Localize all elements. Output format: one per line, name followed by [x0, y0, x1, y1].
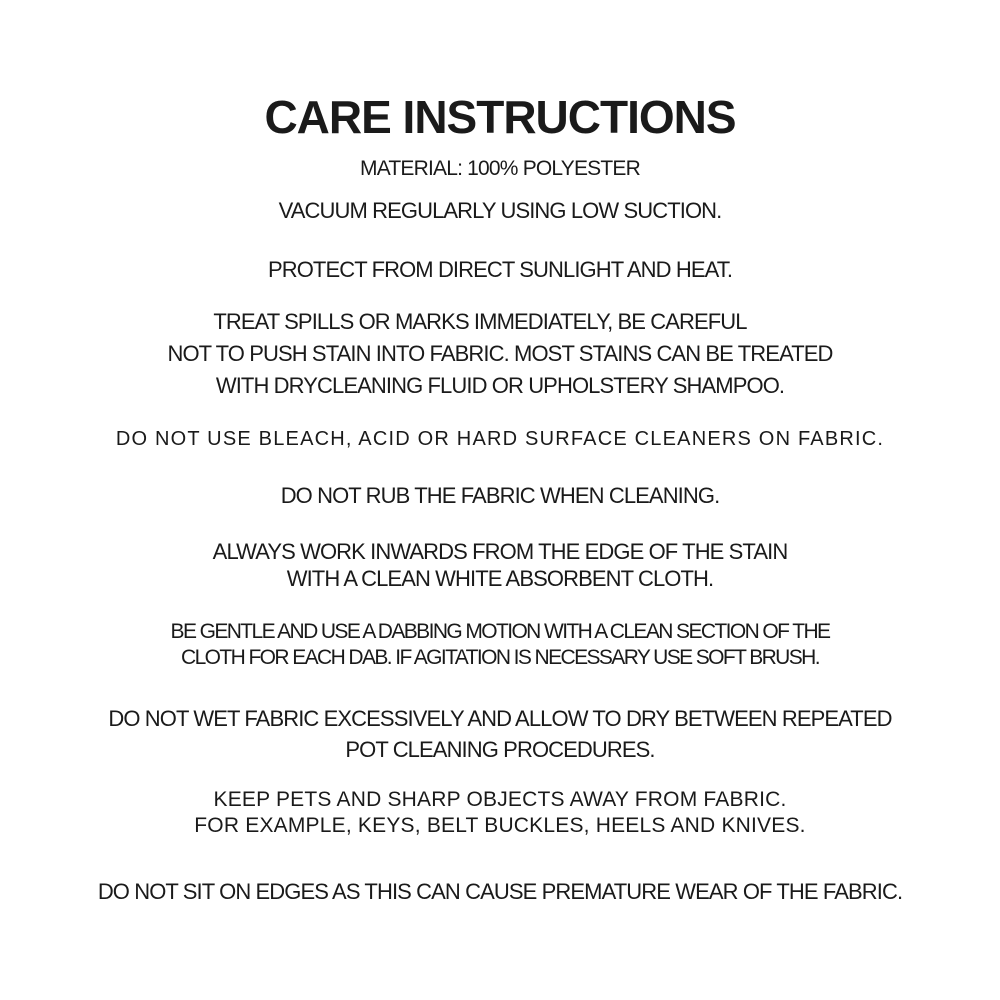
instruction-pets-line-1: KEEP PETS AND SHARP OBJECTS AWAY FROM FABRIC. — [213, 788, 787, 811]
instruction-treat-line-3: WITH DRYCLEANING FLUID OR UPHOLSTERY SHAMPOO. — [215, 373, 785, 398]
instruction-gentle-line-2: CLOTH FOR EACH DAB. IF AGITATION IS NECESSARY USE SOFT BRUSH. — [181, 646, 819, 669]
instruction-wet-line-2: POT CLEANING PROCEDURES. — [345, 737, 655, 762]
instruction-treat-line-1: TREAT SPILLS OR MARKS IMMEDIATELY, BE CAREFUL — [213, 309, 747, 334]
material-label: MATERIAL: 100% POLYESTER — [360, 157, 640, 180]
instruction-pets-line-2: FOR EXAMPLE, KEYS, BELT BUCKLES, HEELS AND KNIVES. — [194, 814, 806, 837]
page-title: CARE INSTRUCTIONS — [264, 91, 736, 143]
instruction-edges: DO NOT SIT ON EDGES AS THIS CAN CAUSE PREMATURE WEAR OF THE FABRIC. — [97, 879, 903, 904]
instruction-treat-line-2: NOT TO PUSH STAIN INTO FABRIC. MOST STAINS CAN BE TREATED — [167, 341, 833, 366]
instruction-gentle-line-1: BE GENTLE AND USE A DABBING MOTION WITH A CLEAN SECTION OF THE — [170, 620, 830, 643]
instruction-rub: DO NOT RUB THE FABRIC WHEN CLEANING. — [280, 483, 720, 508]
instruction-vacuum: VACUUM REGULARLY USING LOW SUCTION. — [278, 198, 722, 223]
instruction-protect: PROTECT FROM DIRECT SUNLIGHT AND HEAT. — [267, 257, 733, 282]
instruction-inwards-line-2: WITH A CLEAN WHITE ABSORBENT CLOTH. — [286, 566, 714, 591]
instruction-wet-line-1: DO NOT WET FABRIC EXCESSIVELY AND ALLOW TO DRY BETWEEN REPEATED — [108, 706, 892, 731]
instruction-bleach: DO NOT USE BLEACH, ACID OR HARD SURFACE CLEANERS ON FABRIC. — [115, 428, 885, 450]
instruction-inwards-line-1: ALWAYS WORK INWARDS FROM THE EDGE OF THE STAIN — [212, 539, 788, 564]
